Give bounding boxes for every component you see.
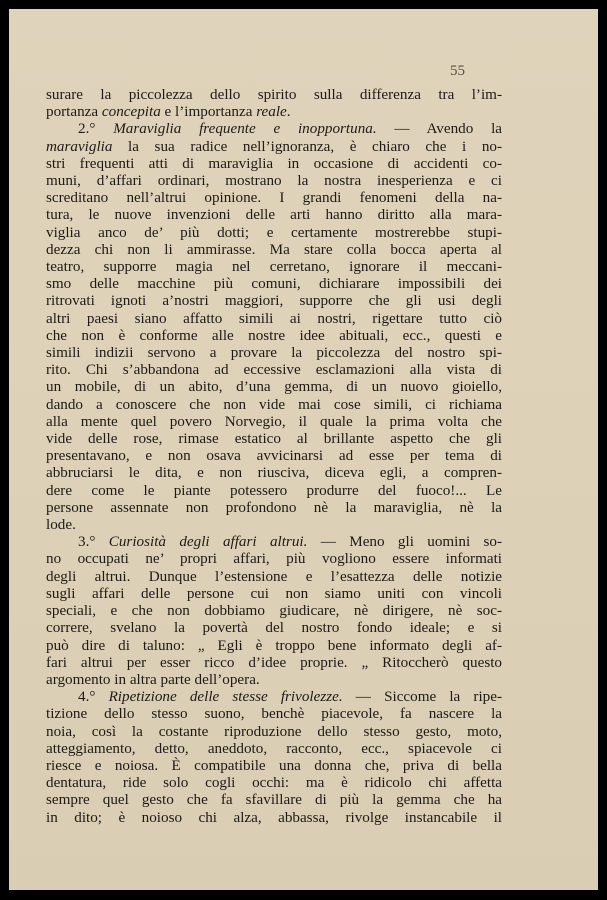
text-line: [46, 516, 502, 533]
text-run: speciali, e che non dobbiamo giudicare, nè dirigere, nè soc-: [46, 602, 502, 620]
text-line: [46, 464, 502, 481]
text-run: lode.: [46, 516, 76, 534]
italic-text: Ripetizione delle stesse frivolezze.: [108, 688, 343, 706]
italic-text: reale: [256, 103, 287, 121]
text-run: 3.°: [78, 533, 109, 551]
text-run: — Avendo la: [376, 120, 502, 138]
text-run: dentatura, ride solo cogli occhi: ma è ridicolo chi affetta: [46, 774, 502, 792]
text-run: — Meno gli uomini so-: [307, 533, 503, 551]
text-run: altri paesi siano affatto simili ai nostri, rigettare tutto ciò: [46, 309, 502, 327]
text-line: [46, 757, 502, 774]
text-run: correre, svelano la povertà del nostro fondo ideale; e si: [46, 619, 502, 637]
text-line: [46, 430, 502, 447]
text-line: [46, 206, 502, 223]
text-line: [46, 671, 502, 688]
text-run: teatro, supporre magia nel cerretano, ignorare il meccani-: [46, 258, 502, 276]
text-line: [46, 585, 502, 602]
italic-text: maraviglia: [46, 137, 113, 155]
text-line: [46, 413, 502, 430]
text-line: [46, 138, 502, 155]
text-line: [46, 723, 502, 740]
text-run: in dito; è noioso chi alza, abbassa, rivolge instancabile il: [46, 808, 502, 826]
italic-text: concepita: [101, 103, 161, 121]
text-line: [46, 447, 502, 464]
text-line: [46, 189, 502, 206]
text-line: [46, 774, 502, 791]
text-run: può dire di taluno: „ Egli è troppo bene informato degli af-: [46, 636, 502, 654]
italic-text: Maraviglia frequente e inopportuna.: [113, 120, 377, 138]
text-line: [46, 740, 502, 757]
text-line: [46, 568, 502, 585]
text-run: simili indizii servono a provare la piccolezza del nostro spi-: [46, 344, 502, 362]
text-run: dando a conoscere che non vide mai cose simili, ci richiama: [46, 395, 502, 413]
text-line: [46, 86, 502, 103]
text-run: portanza: [46, 103, 102, 121]
text-run: fari altrui per esser ricco d’idee proprie. „ Ritoccherò questo: [46, 653, 502, 671]
page-number: 55: [450, 63, 465, 79]
text-run: smo delle macchine più comuni, dichiarare impossibili dei: [46, 275, 502, 293]
text-run: tizione dello stesso suono, benchè piacevole, fa nascere la: [46, 705, 502, 723]
text-line: [46, 310, 502, 327]
text-line: [46, 327, 502, 344]
text-run: dezza chi non li ammirasse. Ma stare colla bocca aperta al: [46, 240, 502, 258]
text-line: [46, 361, 502, 378]
text-line: [46, 103, 502, 120]
page-body-text: [46, 86, 502, 826]
text-run: la sua radice nell’ignoranza, è chiaro che i no-: [112, 137, 502, 155]
text-run: stri frequenti atti di maraviglia in occasione di accidenti co-: [46, 154, 502, 172]
text-run: che non è conforme alle nostre idee abituali, ecc., questi e: [46, 326, 502, 344]
text-run: sempre quel gesto che fa sfavillare di più la gemma che ha: [46, 791, 502, 809]
text-line: [46, 292, 502, 309]
text-run: abbruciarsi le dita, e non riusciva, diceva egli, a compren-: [46, 464, 502, 482]
text-line: [46, 396, 502, 413]
text-run: degli altrui. Dunque l’estensione e l’esattezza delle notizie: [46, 567, 502, 585]
text-line: [46, 155, 502, 172]
text-line: [46, 602, 502, 619]
text-line: [46, 705, 502, 722]
text-run: atteggiamento, detto, aneddoto, racconto, ecc., spiacevole ci: [46, 739, 502, 757]
text-line: [46, 224, 502, 241]
text-line: [46, 654, 502, 671]
text-line: [46, 482, 502, 499]
text-run: viglia anco de’ più dotti; e certamente mostrerebbe stupi-: [46, 223, 502, 241]
text-line: [46, 499, 502, 516]
italic-text: Curiosità degli affari altrui.: [108, 533, 308, 551]
book-page: [9, 9, 598, 890]
text-run: sugli affari delle persone cui non siamo uniti con vincoli: [46, 584, 502, 602]
text-run: 4.°: [78, 688, 109, 706]
text-run: presentavano, e non osava avvicinarsi ad esse per tema di: [46, 447, 502, 465]
text-line: [46, 809, 502, 826]
text-run: surare la piccolezza dello spirito sulla differenza tra l’im-: [46, 86, 502, 103]
text-run: persone assennate non profondono nè la maraviglia, nè la: [46, 498, 502, 516]
text-run: e l’importanza: [160, 103, 257, 121]
text-run: — Siccome la ripe-: [342, 688, 502, 706]
text-line: [46, 258, 502, 275]
text-line: [46, 378, 502, 395]
text-run: dere come le piante potessero produrre del fuoco!... Le: [46, 481, 502, 499]
text-line: [46, 344, 502, 361]
text-run: argomento in altra parte dell’opera.: [46, 670, 260, 688]
text-run: alla mente quel povero Norvegio, il quale la prima volta che: [46, 412, 502, 430]
text-line: [46, 619, 502, 636]
text-line: [46, 533, 502, 550]
text-run: .: [286, 103, 291, 121]
text-run: vide delle rose, rimase estatico al brillante aspetto che gli: [46, 430, 502, 448]
text-line: [46, 791, 502, 808]
text-run: tura, le nuove invenzioni delle arti hanno diritto alla mara-: [46, 206, 502, 224]
text-line: [46, 275, 502, 292]
text-line: [46, 241, 502, 258]
text-line: [46, 688, 502, 705]
text-run: muni, d’affari ordinari, mostrano la nostra inesperienza e ci: [46, 172, 502, 190]
text-run: un mobile, di un abito, d’una gemma, di un nuovo gioiello,: [46, 378, 502, 396]
text-run: no occupati ne’ propri affari, più vogliono essere informati: [46, 550, 502, 568]
text-run: 2.°: [78, 120, 114, 138]
text-line: [46, 172, 502, 189]
text-run: rito. Chi s’abbandona ad eccessive esclamazioni alla vista di: [46, 361, 502, 379]
text-run: riesce e noiosa. È compatibile una donna che, priva di bella: [46, 756, 502, 774]
text-run: noia, così la costante riproduzione dello stesso gesto, moto,: [46, 722, 502, 740]
text-run: screditano nell’altrui opinione. I grandi fenomeni della na-: [46, 189, 502, 207]
text-run: ritrovati ignoti a’nostri maggiori, supporre che gli usi degli: [46, 292, 502, 310]
text-line: [46, 550, 502, 567]
text-line: [46, 637, 502, 654]
text-line: [46, 120, 502, 137]
